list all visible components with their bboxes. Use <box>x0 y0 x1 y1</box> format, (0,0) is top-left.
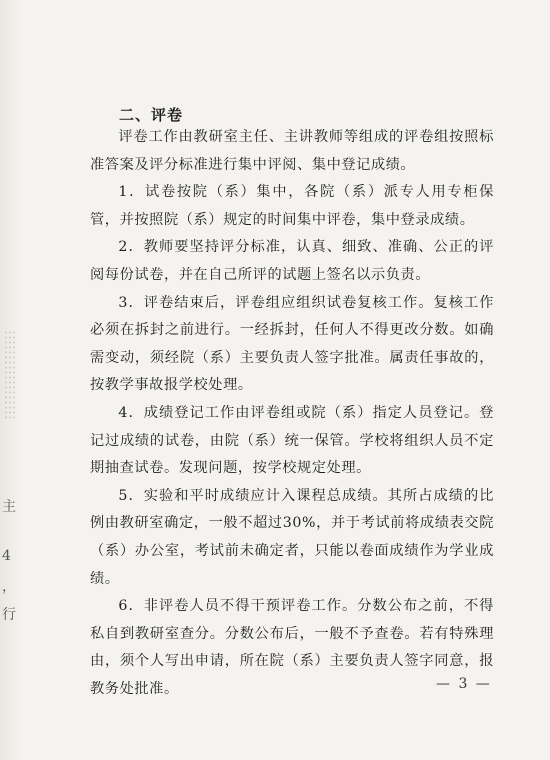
intro-paragraph: 评卷工作由教研室主任、主讲教师等组成的评卷组按照标准答案及评分标准进行集中评阅、集中登记成绩。 <box>90 129 494 173</box>
document-body <box>90 124 494 703</box>
margin-fragment: 4 <box>2 548 11 564</box>
rule-paragraph-4: 4．成绩登记工作由评卷组或院（系）指定人员登记。登记过成绩的试卷，由院（系）统一保管。学校将组织人员不定期抽查试卷。发现问题，按学校规定处理。 <box>90 404 494 477</box>
rule-paragraph-6: 6．非评卷人员不得干预评卷工作。分数公布之前，不得私自到教研室查分。分数公布后，一般不予查卷。若有特殊理由，须个人写出申请，所在院（系）主要负责人签字同意，报教务处批准。 <box>90 598 494 697</box>
rule-paragraph-1: 1．试卷按院（系）集中，各院（系）派专人用专柜保管，并按照院（系）规定的时间集中评卷，集中登录成绩。 <box>90 184 494 228</box>
page-number: — 3 — <box>436 676 492 692</box>
margin-fragment: ， <box>2 579 16 595</box>
rule-paragraph-3: 3．评卷结束后，评卷组应组织试卷复核工作。复核工作必须在拆封之前进行。一经拆封，任何人不得更改分数。如确需变动，须经院（系）主要负责人签字批准。属责任事故的，按教学事故报学校处理。 <box>90 294 494 394</box>
rule-paragraph-2: 2．教师要坚持评分标准，认真、细致、准确、公正的评阅每份试卷，并在自己所评的试题上签名以示负责。 <box>90 239 494 283</box>
previous-page-edge <box>0 0 22 760</box>
rule-paragraph-5: 5．实验和平时成绩应计入课程总成绩。其所占成绩的比例由教研室确定，一般不超过30%，并于考试前将成绩表交院（系）办公室，考试前未确定者，只能以卷面成绩作为学业成绩。 <box>90 487 494 587</box>
margin-fragment: 行 <box>2 607 16 623</box>
scan-noise <box>4 330 16 420</box>
margin-fragment: 主 <box>2 499 16 515</box>
section-heading: 二、评卷 <box>119 106 184 124</box>
